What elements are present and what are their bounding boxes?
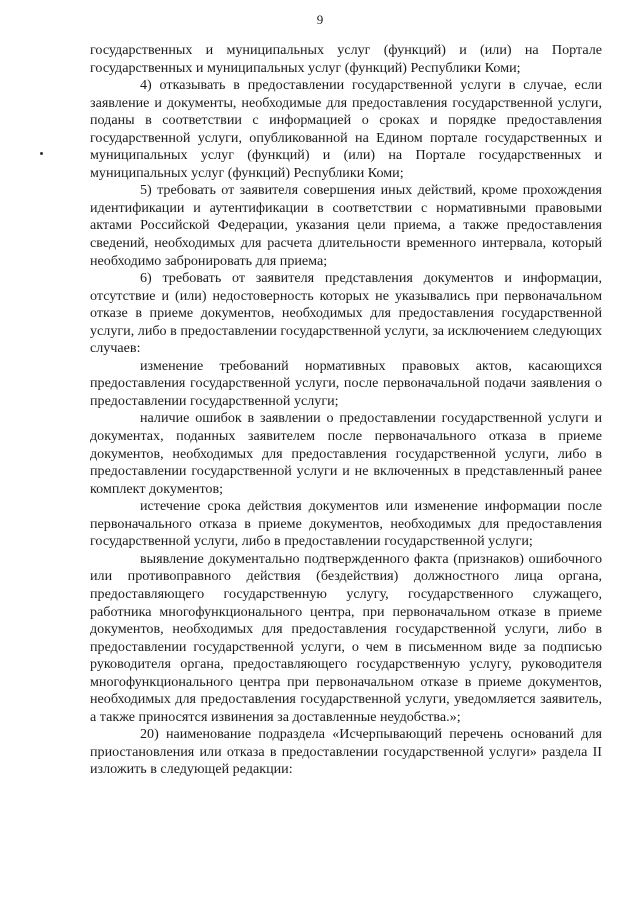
paragraph-item-6: 6) требовать от заявителя представления документов и информации, отсутствие и (или) недостоверность которых не указывались при первоначальном отказе в приеме документов, необходимых для предоставления государственной услуги, либо в предоставлении государственной услуги, за исключением следующих случаев: [90,270,602,357]
paragraph-item-4: 4) отказывать в предоставлении государственной услуги в случае, если заявление и документы, необходимые для предоставления государственной услуги, поданы в соответствии с информацией о сроках и порядке предоставления государственной услуги, опубликованной на Едином портале государственных и муниципальных услуг (функций) и (или) на Портале государственных и муниципальных услуг (функций) Республики Коми; [90,77,602,181]
exception-case-3: истечение срока действия документов или изменение информации после первоначального отказа в приеме документов, необходимых для предоставления государственной услуги, либо в предоставлении государственной услуги; [90,498,602,550]
page-number: 9 [316,12,324,27]
paragraph-item-20: 20) наименование подраздела «Исчерпывающий перечень оснований для приостановления или отказа в предоставлении государственной услуги» раздела II изложить в следующей редакции: [90,726,602,778]
exception-case-2: наличие ошибок в заявлении о предоставлении государственной услуги и документах, поданных заявителем после первоначального отказа в приеме документов, необходимых для предоставления государственной услуги, либо в предоставлении государственной услуги и не включенных в представленный ранее комплект документов; [90,410,602,497]
document-body [90,42,602,779]
stray-mark [40,152,43,155]
exception-case-1: изменение требований нормативных правовых актов, касающихся предоставления государственной услуги, после первоначальной подачи заявления о предоставлении государственной услуги; [90,357,602,409]
paragraph-continuation: государственных и муниципальных услуг (функций) и (или) на Портале государственных и муниципальных услуг (функций) Республики Коми; [90,42,602,76]
paragraph-item-5: 5) требовать от заявителя совершения иных действий, кроме прохождения идентификации и аутентификации в соответствии с нормативными правовыми актами Российской Федерации, указания цели приема, а также предоставления сведений, необходимых для расчета длительности временного интервала, который необходимо забронировать для приема; [90,182,602,269]
exception-case-4: выявление документально подтвержденного факта (признаков) ошибочного или противоправного действия (бездействия) должностного лица органа, предоставляющего государственную услугу, государственного служащего, работника многофункционального центра, при первоначальном отказе в приеме документов, необходимых для предоставления государственной услуги, либо в предоставлении государственной услуги, о чем в письменном виде за подписью руководителя органа, предоставляющего государственную услугу, руководителя многофункционального центра при первоначальном отказе в приеме документов, необходимых для предоставления государственной услуги, уведомляется заявитель, а также приносятся извинения за доставленные неудобства.»; [90,550,602,725]
